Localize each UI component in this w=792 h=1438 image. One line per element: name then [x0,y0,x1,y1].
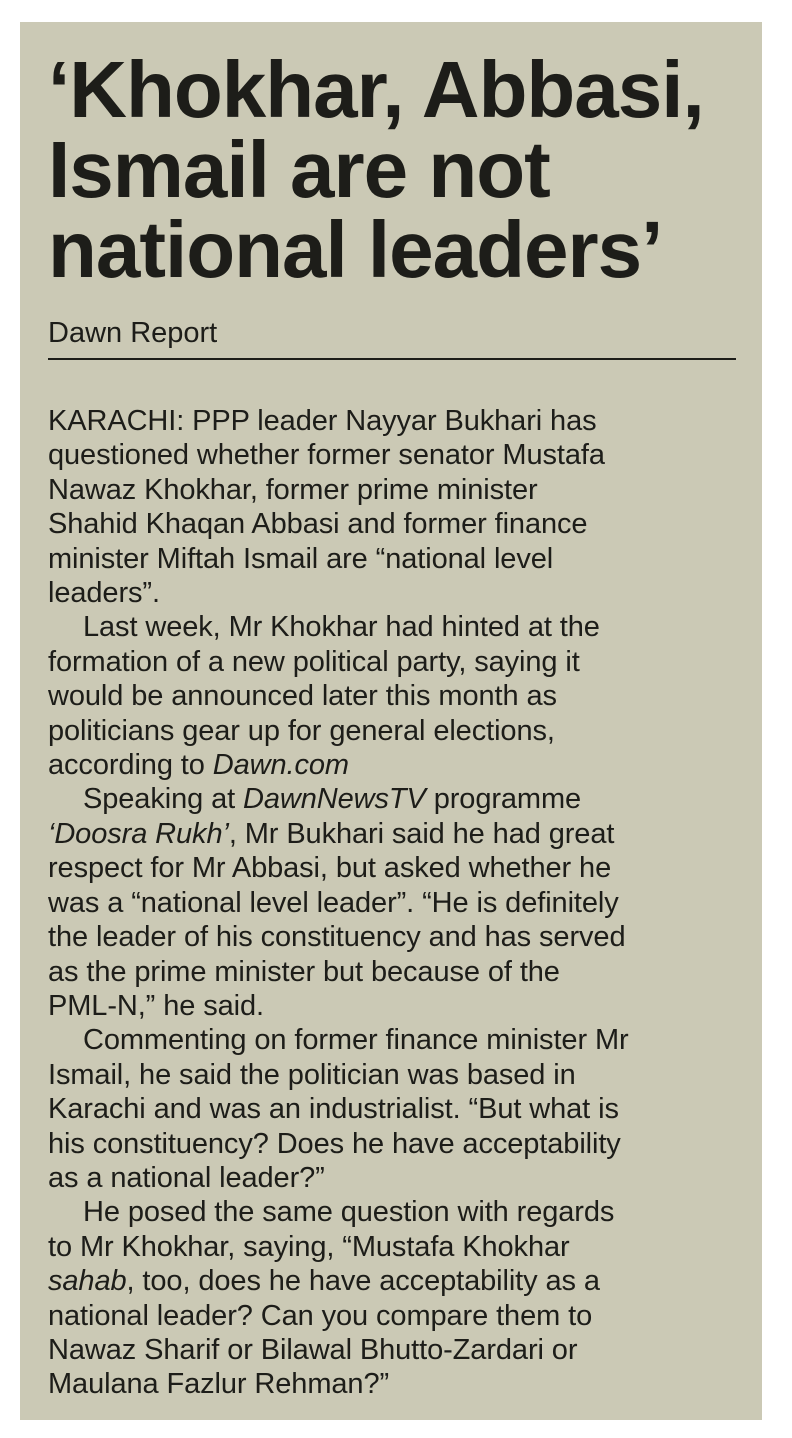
text-run: leaders”. [48,577,160,610]
text-run: questioned whether former senator Mustafa [48,439,605,472]
paragraph-line [48,989,736,1023]
italic-text: sahab [48,1265,127,1298]
text-run: Ismail, he said the politician was based in [48,1058,576,1091]
paragraph-line [48,404,736,438]
text-run: programme [425,783,582,816]
text-run: to Mr Khokhar, saying, “Mustafa Khokhar [48,1230,570,1263]
text-run: minister Miftah Ismail are “national level [48,542,554,575]
text-run: the leader of his constituency and has served [48,921,626,954]
headline-line: Ismail are not [48,125,550,214]
text-run: as a national leader?” [48,1161,325,1194]
text-run: , Mr Bukhari said he had great [228,817,615,850]
paragraph-line [48,1264,736,1298]
paragraph-line [48,576,736,610]
paragraph-line [48,1230,736,1264]
headline [48,45,736,294]
italic-text: Dawn.com [212,749,349,782]
paragraph-line [48,1367,736,1401]
paragraph-line [48,955,736,989]
paragraph-line [48,645,736,679]
text-run: was a “national level leader”. “He is definitely [48,886,619,919]
text-run: He posed the same question with regards [83,1196,615,1229]
text-run: PML-N,” he said. [48,989,264,1022]
paragraph-line [48,851,736,885]
text-run: his constituency? Does he have acceptability [48,1127,621,1160]
paragraph-line [48,679,736,713]
paragraph-line [48,1058,736,1092]
text-run: formation of a new political party, saying it [48,645,580,678]
paragraph-line [48,920,736,954]
text-run: according to [48,749,213,782]
italic-text: DawnNewsTV [243,783,426,816]
text-run: as the prime minister but because of the [48,955,560,988]
paragraph-line [48,748,736,782]
paragraph-line [48,714,736,748]
headline-line: ‘Khokhar, Abbasi, [48,45,704,134]
paragraph-line [48,1161,736,1195]
text-run: , too, does he have acceptability as a [126,1265,600,1298]
paragraph-line [48,1092,736,1126]
text-run: Speaking at [83,783,244,816]
headline-line: national leaders’ [48,205,663,294]
paragraph-line [48,473,736,507]
text-run: Karachi and was an industrialist. “But what is [48,1093,619,1126]
news-clipping [20,22,762,1420]
paragraph-line [48,817,736,851]
paragraph-line [48,1023,736,1057]
paragraph-line [48,1333,736,1367]
article-paragraph [48,610,736,782]
article-paragraph [48,782,736,1023]
article-paragraph [48,1023,736,1195]
paragraph-line [48,1127,736,1161]
paragraph-line [48,507,736,541]
text-run: KARACHI: PPP leader Nayyar Bukhari has [48,405,597,437]
paragraph-line [48,610,736,644]
text-run: Maulana Fazlur Rehman?” [48,1368,390,1401]
italic-text: ‘Doosra Rukh’ [48,817,229,850]
text-run: Commenting on former finance minister Mr [83,1024,629,1057]
byline: Dawn Report [48,316,736,360]
paragraph-line [48,886,736,920]
paragraph-line [48,1195,736,1229]
paragraph-line [48,1299,736,1333]
text-run: national leader? Can you compare them to [48,1299,593,1332]
paragraph-line [48,438,736,472]
text-run: Nawaz Sharif or Bilawal Bhutto-Zardari or [48,1333,578,1366]
text-run: politicians gear up for general elections, [48,714,555,747]
article-paragraph [48,1195,736,1401]
text-run: would be announced later this month as [48,680,557,713]
text-run: Nawaz Khokhar, former prime minister [48,473,538,506]
article-body [48,404,736,1402]
text-run: respect for Mr Abbasi, but asked whether he [48,852,612,885]
text-run: Last week, Mr Khokhar had hinted at the [83,611,600,644]
paragraph-line [48,782,736,816]
article-paragraph [48,404,736,610]
text-run: Shahid Khaqan Abbasi and former finance [48,508,588,541]
paragraph-line [48,542,736,576]
